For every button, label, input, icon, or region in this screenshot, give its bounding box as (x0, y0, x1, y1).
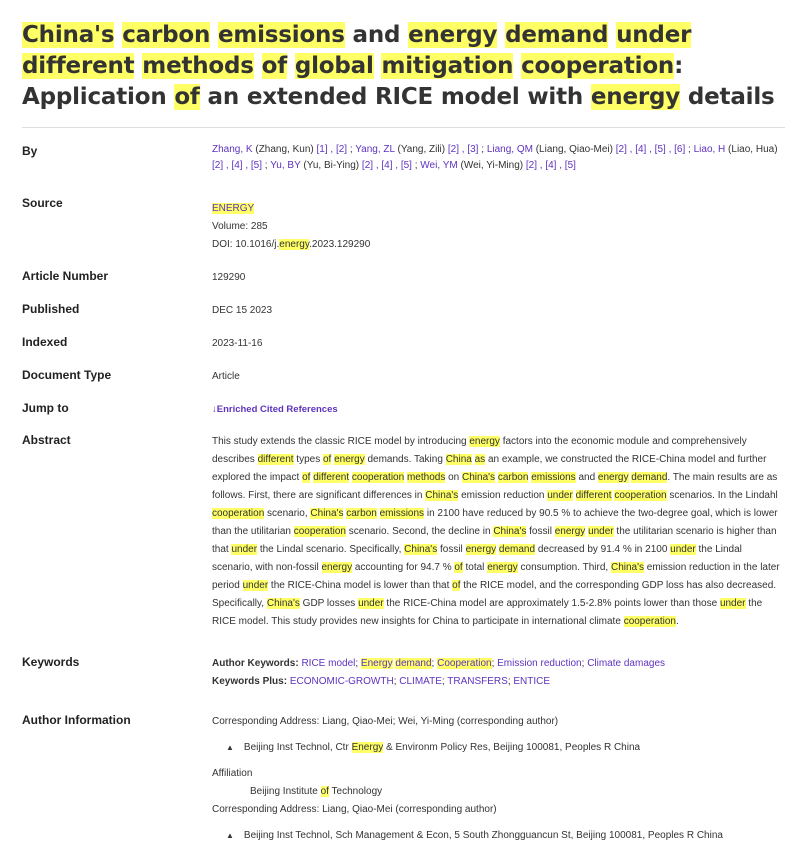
author-keyword-link[interactable]: Energy demand (360, 658, 432, 669)
collapse-triangle-icon[interactable]: ▲ (226, 831, 234, 840)
jump-to-row (22, 401, 785, 419)
published-label: Published (22, 302, 80, 316)
address-1-text: Beijing Inst Technol, Ctr Energy & Environm Policy Res, Beijing 100081, Peoples R China (243, 742, 641, 753)
author-link[interactable]: Zhang, K (212, 144, 253, 155)
address-item-2[interactable] (226, 827, 785, 845)
author-link[interactable]: Wei, YM (420, 160, 458, 171)
author-keywords: Author Keywords: RICE model; Energy demand; Cooperation; Emission reduction; Climate damages (212, 658, 665, 669)
author-link[interactable]: Liao, H (693, 144, 726, 155)
keywords-plus-label: Keywords Plus: (212, 676, 290, 687)
keyword-plus-link[interactable]: TRANSFERS (447, 676, 508, 687)
author-full-name: (Wei, Yi-Ming) (457, 160, 526, 171)
document-type-label: Document Type (22, 368, 112, 382)
author-link[interactable]: Yu, BY (270, 160, 301, 171)
abstract-label: Abstract (22, 433, 71, 447)
author-full-name: (Yu, Bi-Ying) (300, 160, 362, 171)
author-affiliation-refs[interactable]: [2] , [4] , [5] (212, 160, 263, 171)
keywords-plus: Keywords Plus: ECONOMIC-GROWTH; CLIMATE; TRANSFERS; ENTICE (212, 676, 551, 687)
author-keyword-link[interactable]: Cooperation (437, 658, 492, 669)
abstract-row (22, 433, 785, 631)
author-full-name: (Zhang, Kun) (252, 144, 317, 155)
enriched-cited-references-link[interactable]: ↓Enriched Cited References (212, 404, 338, 415)
author-affiliation-refs[interactable]: [2] , [4] , [5] (525, 160, 576, 171)
title-divider (22, 127, 785, 128)
keyword-plus-link[interactable]: ENTICE (513, 676, 551, 687)
document-type-value: Article (212, 371, 240, 382)
doi-text: DOI: 10.1016/j.energy.2023.129290 (212, 239, 371, 250)
author-keyword-link[interactable]: Climate damages (587, 658, 665, 669)
author-information-label: Author Information (22, 713, 131, 727)
keywords-value (212, 655, 785, 691)
author-affiliation-refs[interactable]: [2] , [4] , [5] (361, 160, 412, 171)
collapse-triangle-icon[interactable]: ▲ (226, 743, 234, 752)
author-keywords-label: Author Keywords: (212, 658, 302, 669)
indexed-row (22, 335, 785, 353)
address-2-text: Beijing Inst Technol, Sch Management & Econ, 5 South Zhongguancun St, Beijing 100081, Peoples R China (243, 830, 723, 841)
source-label: Source (22, 196, 63, 210)
author-full-name: (Liao, Hua) (725, 144, 778, 155)
author-information-value (212, 713, 785, 845)
article-number-value: 129290 (212, 272, 246, 283)
affiliation-label: Affiliation (212, 768, 253, 779)
source-row (22, 196, 785, 254)
indexed-value: 2023-11-16 (212, 338, 263, 349)
author-full-name: (Liang, Qiao-Mei) (532, 144, 616, 155)
author-affiliation-refs[interactable]: [1] , [2] (316, 144, 348, 155)
volume-text: Volume: 285 (212, 221, 268, 232)
author-link[interactable]: Liang, QM (486, 144, 533, 155)
document-type-row (22, 368, 785, 386)
author-information-row (22, 713, 785, 845)
source-value (212, 196, 785, 254)
author-keyword-link[interactable]: RICE model (301, 658, 356, 669)
corresponding-address-2: Corresponding Address: Liang, Qiao-Mei (corresponding author) (212, 804, 497, 815)
indexed-label: Indexed (22, 335, 68, 349)
authors-row (22, 142, 785, 174)
journal-link[interactable]: ENERGY (212, 203, 255, 214)
corresponding-address-1: Corresponding Address: Liang, Qiao-Mei; Wei, Yi-Ming (corresponding author) (212, 716, 559, 727)
arrow-down-icon: ↓ (212, 404, 217, 415)
article-number-row (22, 269, 785, 287)
keyword-plus-link[interactable]: ECONOMIC-GROWTH (289, 676, 394, 687)
keywords-label: Keywords (22, 655, 80, 669)
affiliation-name: Beijing Institute of Technology (250, 786, 383, 797)
abstract-text: This study extends the classic RICE model by introducing energy factors into the economic module and comprehensively describes different types of energy demands. Taking China as an example, we constructed the RICE-China model and further explored the impact of different cooperation methods on China's carbon emissions and energy demand. The main results are as follows. First, there are significant differences in China's emission reduction under different cooperation scenarios. In the Lindahl cooperation scenario, China's carbon emissions in 2100 have reduced by 90.5 % to achieve the two-degree goal, which is lower than the utilitarian cooperation scenario. Second, the decline in China's fossil energy under the utilitarian scenario is higher than that under the Lindal scenario. Specifically, China's fossil energy demand decreased by 91.4 % in 2100 under the Lindal scenario, with non-fossil energy accounting for 94.7 % of total energy consumption. Third, China's emission reduction in the later period under the RICE-China model is lower than that of the RICE model, and the corresponding GDP loss has also decreased. Specifically, China's GDP losses under the RICE-China model are approximately 1.5-2.8% points lower than those under the RICE model. This study provides new insights for China to participate in international climate cooperation. (212, 436, 780, 627)
authors-label: By (22, 144, 38, 158)
jump-to-label: Jump to (22, 401, 69, 415)
author-affiliation-refs[interactable]: [2] , [4] , [5] , [6] (615, 144, 686, 155)
author-keyword-link[interactable]: Emission reduction (497, 658, 582, 669)
author-full-name: (Yang, Zili) (394, 144, 448, 155)
published-row (22, 302, 785, 320)
author-link[interactable]: Yang, ZL (355, 144, 395, 155)
keyword-plus-link[interactable]: CLIMATE (399, 676, 442, 687)
keywords-row (22, 655, 785, 691)
authors-list: Zhang, K (Zhang, Kun) [1] , [2] ; Yang, ZL (Yang, Zili) [2] , [3] ; Liang, QM (Liang, Qiao-Mei) [2] , [4] , [5] , [6] ; Liao, H (Liao, Hua) [2] , [4] , [5] ; Yu, BY (Yu, Bi-Ying) [2] , [4] , [5] ; Wei, YM (Wei, Yi-Ming) [2] , [4] , [5] (212, 144, 778, 171)
address-item-1[interactable] (226, 739, 785, 757)
article-number-label: Article Number (22, 269, 109, 283)
published-value: DEC 15 2023 (212, 305, 273, 316)
author-affiliation-refs[interactable]: [2] , [3] (447, 144, 479, 155)
article-title: China's carbon emissions and energy demand under different methods of global mitigation cooperation: Application of an extended RICE model with energy details (22, 22, 775, 110)
